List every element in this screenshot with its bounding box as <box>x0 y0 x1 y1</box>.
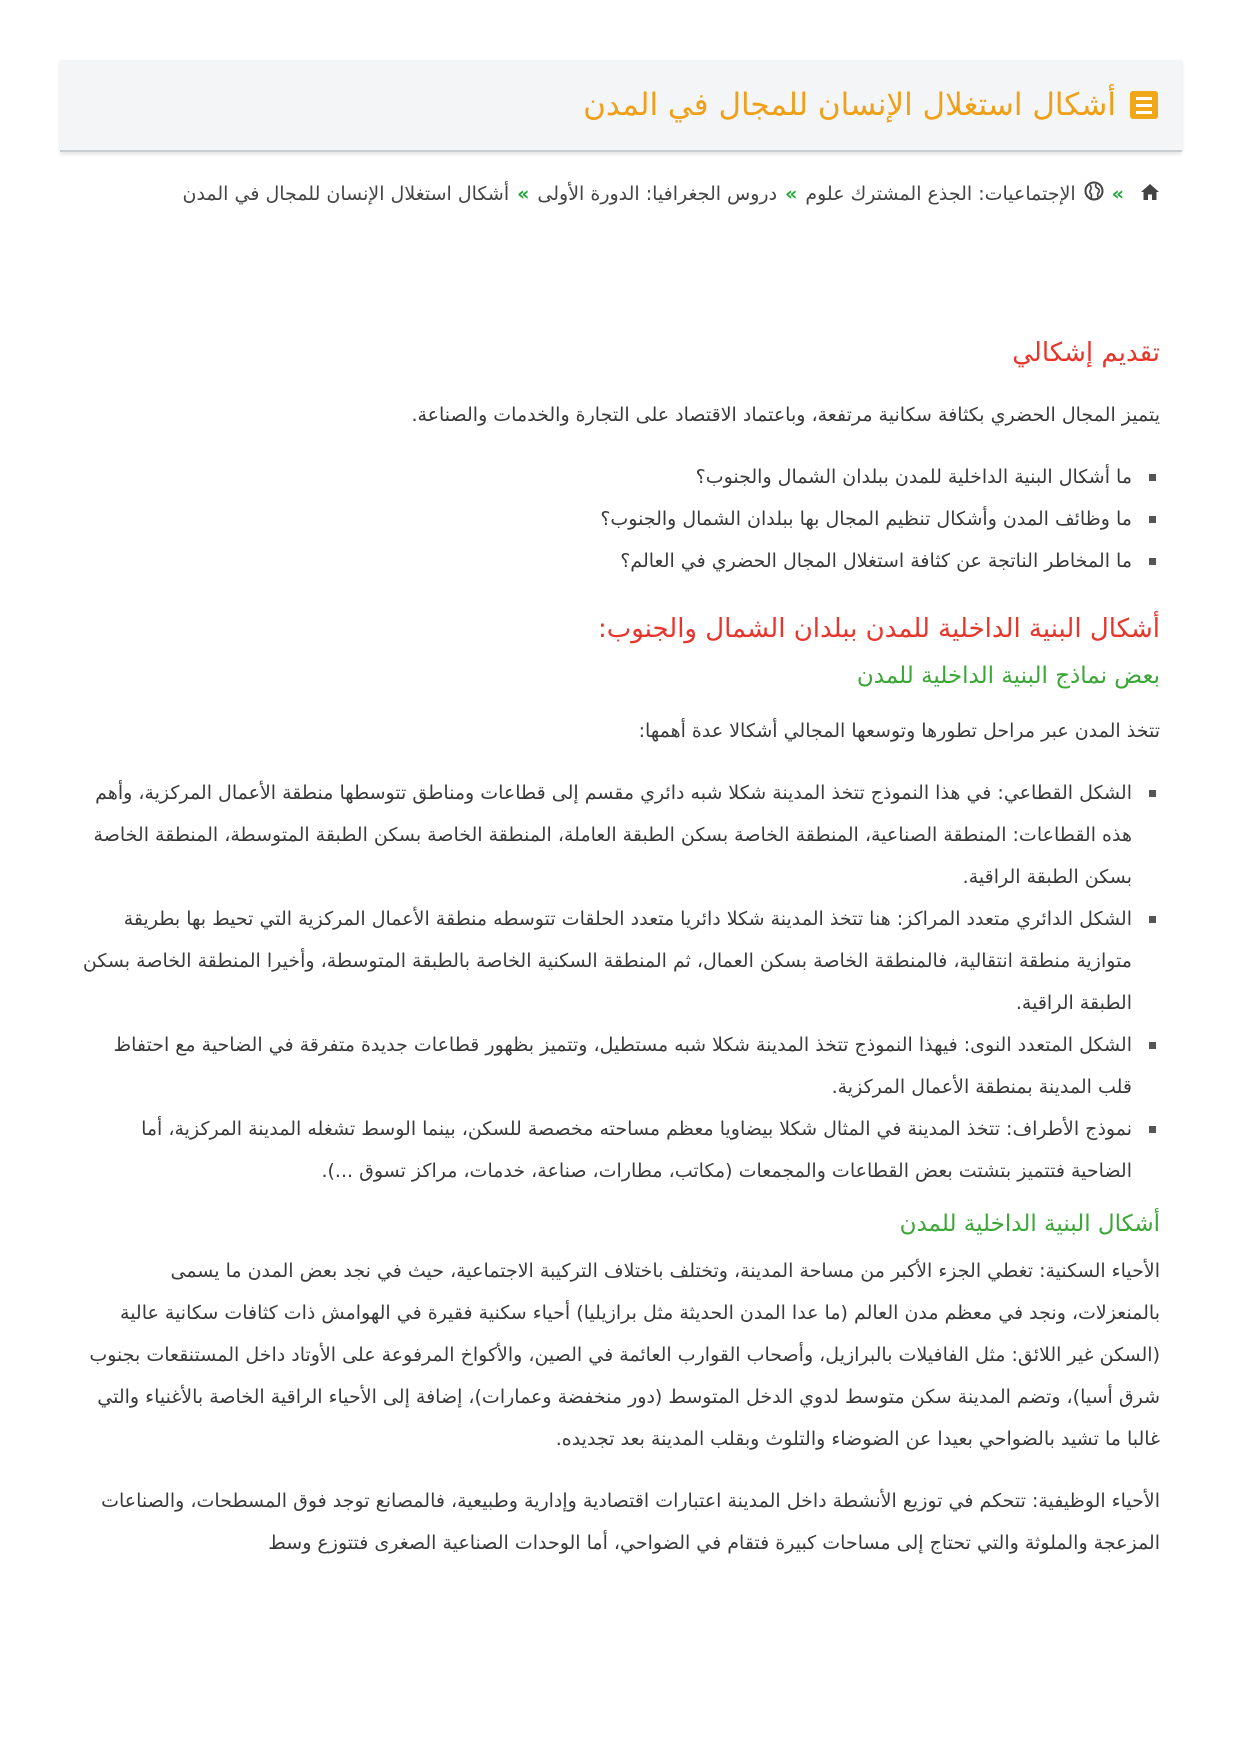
section-heading: أشكال البنية الداخلية للمدن ببلدان الشمال والجنوب: <box>597 614 1160 644</box>
document-icon <box>1130 91 1158 119</box>
intro-heading: تقديم إشكالي <box>1012 338 1160 368</box>
models-lead: تتخذ المدن عبر مراحل تطورها وتوسعها المجالي أشكالا عدة أهمها: <box>638 720 1160 742</box>
breadcrumb-separator: » <box>1111 183 1124 205</box>
list-item: ما المخاطر الناتجة عن كثافة استغلال المجال الحضري في العالم؟ <box>80 540 1132 582</box>
subsection-heading-models: بعض نماذج البنية الداخلية للمدن <box>856 663 1160 689</box>
home-icon[interactable] <box>1140 173 1160 217</box>
breadcrumb-link-geography-lessons[interactable]: دروس الجغرافيا: الدورة الأولى <box>537 183 778 205</box>
page-title: أشكال استغلال الإنسان للمجال في المدن <box>583 87 1116 123</box>
list-item: الشكل المتعدد النوى: فيهذا النموذج تتخذ المدينة شكلا شبه مستطيل، وتتميز بظهور قطاعات جديدة متفرقة في الضاحية مع احتفاظ قلب المدينة بمنطقة الأعمال المركزية. <box>80 1024 1132 1108</box>
title-card <box>60 60 1182 152</box>
article-content <box>80 330 1160 1584</box>
intro-questions <box>80 456 1160 582</box>
breadcrumb-separator: » <box>785 183 798 205</box>
list-item: ما أشكال البنية الداخلية للمدن ببلدان الشمال والجنوب؟ <box>80 456 1132 498</box>
list-item: الشكل الدائري متعدد المراكز: هنا تتخذ المدينة شكلا دائريا متعدد الحلقات تتوسطه منطقة الأعمال المركزية التي تحيط بها بطريقة متوازية منطقة انتقالية، فالمنطقة الخاصة بسكن العمال، ثم المنطقة السكنية الخاصة بالطبقة المتوسطة، وأخيرا المنطقة الخاصة بسكن الطبقة الراقية. <box>80 898 1132 1024</box>
globe-icon <box>1084 173 1104 217</box>
models-list <box>80 772 1160 1192</box>
list-item: نموذج الأطراف: تتخذ المدينة في المثال شكلا بيضاويا معظم مساحته مخصصة للسكن، بينما الوسط تشغله المدينة المركزية، أما الضاحية فتتميز بتشتت بعض القطاعات والمجمعات (مكاتب، مطارات، صناعة، خدمات، مراكز تسوق ...). <box>80 1108 1132 1192</box>
breadcrumb <box>120 172 1160 217</box>
breadcrumb-separator: » <box>517 183 530 205</box>
list-item: الشكل القطاعي: في هذا النموذج تتخذ المدينة شكلا شبه دائري مقسم إلى قطاعات ومناطق تتوسطها منطقة الأعمال المركزية، وأهم هذه القطاعات: المنطقة الصناعية، المنطقة الخاصة بسكن الطبقة العاملة، المنطقة الخاصة بسكن الطبقة المتوسطة، المنطقة الخاصة بسكن الطبقة الراقية. <box>80 772 1132 898</box>
intro-text: يتميز المجال الحضري بكثافة سكانية مرتفعة، وباعتماد الاقتصاد على التجارة والخدمات والصناعة. <box>411 404 1160 426</box>
subsection-heading-structure: أشكال البنية الداخلية للمدن <box>899 1211 1160 1237</box>
list-item: ما وظائف المدن وأشكال تنظيم المجال بها ببلدان الشمال والجنوب؟ <box>80 498 1132 540</box>
functional-paragraph: الأحياء الوظيفية: تتحكم في توزيع الأنشطة داخل المدينة اعتبارات اقتصادية وإدارية وطبيعية، فالمصانع توجد فوق المسطحات، والصناعات المزعجة والملوثة والتي تحتاج إلى مساحات كبيرة فتقام في الضواحي، أما الوحدات الصناعية الصغرى فتتوزع وسط <box>101 1490 1160 1554</box>
breadcrumb-current: أشكال استغلال الإنسان للمجال في المدن <box>182 183 510 205</box>
residential-paragraph: الأحياء السكنية: تغطي الجزء الأكبر من مساحة المدينة، وتختلف باختلاف التركيبة الاجتماعية، حيث في نجد بعض المدن ما يسمى بالمنعزلات، ونجد في معظم مدن العالم (ما عدا المدن الحديثة مثل برازيليا) أحياء سكنية فقيرة في الهوامش ذات كثافات سكانية عالية (السكن غير اللائق: مثل الفافيلات بالبرازيل، وأصحاب القوارب العائمة في الصين، والأكواخ المرفوعة على الأوتاد داخل المستنقعات بجنوب شرق أسيا)، وتضم المدينة سكن متوسط لدوي الدخل المتوسط (دور منخفضة وعمارات)، إضافة إلى الأحياء الراقية الخاصة بالأغنياء والتي غالبا ما تشيد بالضواحي بعيدا عن الضوضاء والتلوث وبقلب المدينة بعد تجديده. <box>89 1260 1160 1450</box>
breadcrumb-link-social-studies[interactable]: الإجتماعيات: الجذع المشترك علوم <box>805 183 1076 205</box>
